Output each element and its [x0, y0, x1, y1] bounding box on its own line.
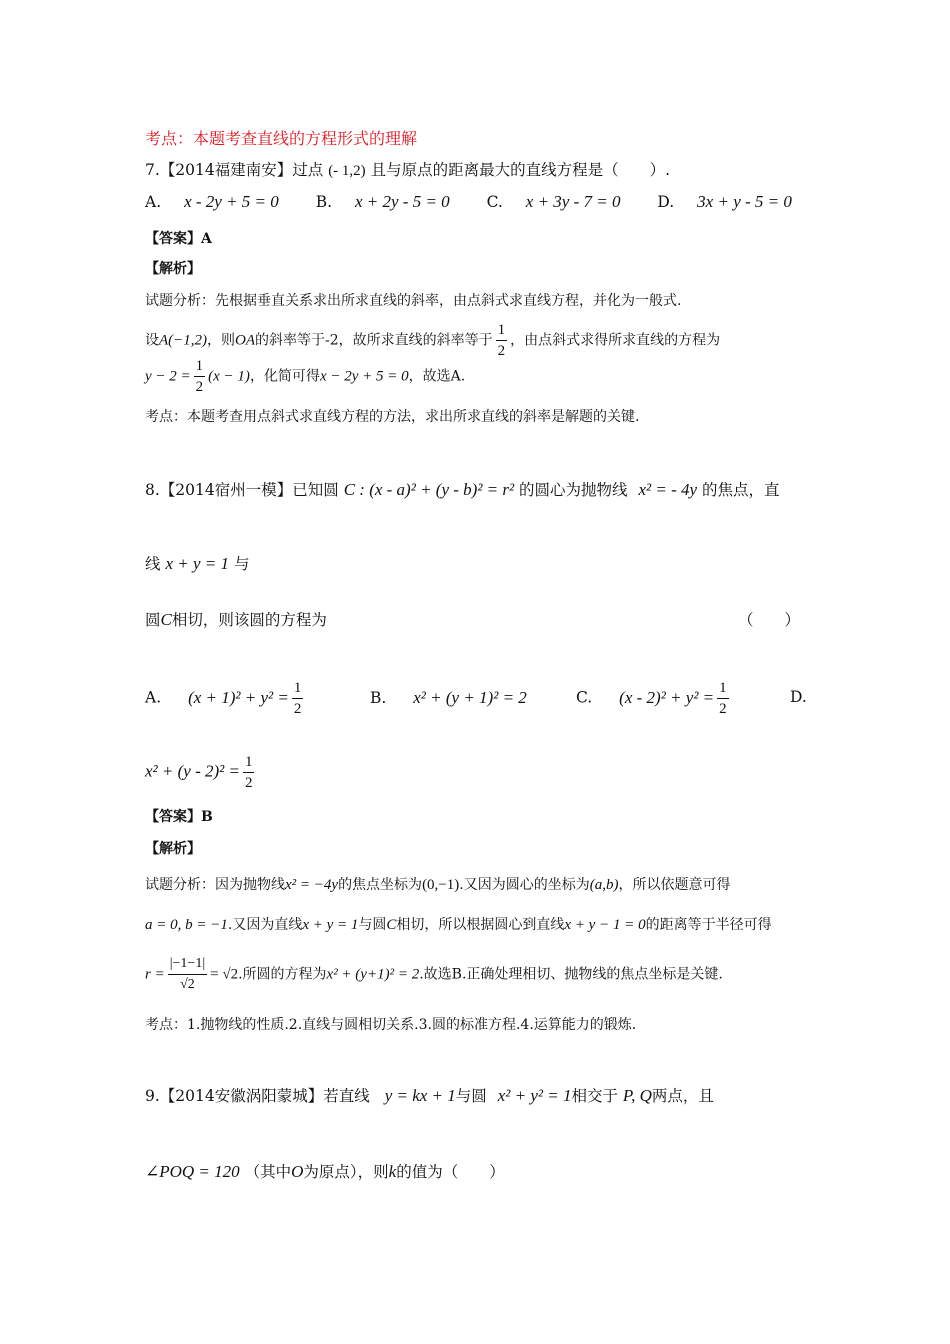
q8-option-d	[145, 752, 257, 793]
q8-circle-eq: C : (x - a)² + (y - b)² = r²	[343, 480, 515, 499]
q9-stem-f: 为原点），则	[303, 1163, 389, 1181]
q7-point-a: A(−1,2)	[159, 332, 208, 349]
q8-analysis-1g: ，所以依题意可得	[618, 877, 731, 893]
q8-bracket: （ ）	[738, 611, 801, 629]
q7-analysis-2e: 的斜率等于-2，故所求直线的斜率等于	[255, 332, 493, 349]
q9-circle-eq: x² + y² = 1	[497, 1086, 572, 1105]
q7-fraction-half-den: 2	[497, 343, 506, 359]
q8-center-values: a = 0, b = −1	[145, 917, 228, 933]
q8-analysis-2h: 的距离等于半径可得	[645, 917, 772, 933]
q9-stem-line2	[145, 1160, 505, 1182]
q8-option-a	[145, 678, 306, 719]
q7-analysis-title: 【解析】	[145, 261, 201, 277]
q8-circle-result: x² + (y+1)² = 2	[326, 966, 420, 983]
q8-option-a-num: 1	[292, 678, 304, 699]
q8-option-b	[370, 688, 527, 708]
q7-analysis-3e: ，故选A.	[408, 368, 466, 385]
q9-stem-line1	[145, 1084, 714, 1106]
q8-option-c-num: 1	[717, 678, 729, 699]
q8-option-a-expr: (x + 1)² + y² =	[188, 687, 289, 707]
q7-fraction-half-2	[194, 356, 206, 397]
q7-option-b-expr: x + 2y - 5 = 0	[354, 192, 450, 211]
q8-option-c-expr: (x - 2)² + y² =	[619, 687, 715, 707]
q7-option-c-label: C.	[486, 193, 503, 211]
q8-answer: 【答案】B	[145, 809, 213, 825]
q9-origin: O	[291, 1162, 304, 1181]
q7-option-a-label: A.	[145, 193, 162, 211]
q7-analysis-2a: 设	[145, 332, 159, 349]
q7-point-note: 考点：本题考查用点斜式求直线方程的方法，求出所求直线的斜率是解题的关键.	[145, 409, 640, 425]
q8-line-eq: x + y = 1	[165, 554, 229, 573]
q7-option-c-expr: x + 3y - 7 = 0	[525, 192, 621, 211]
q8-analysis-3e: .故选B.正确处理相切、抛物线的焦点坐标是关键.	[419, 966, 723, 983]
q7-answer: 【答案】A	[145, 231, 212, 247]
q7-analysis-1: 试题分析：先根据垂直关系求出所求直线的斜率，由点斜式求直线方程，并化为一般式.	[145, 293, 682, 309]
q8-analysis-1c: 的焦点坐标为	[338, 877, 423, 893]
q8-focus: (0,−1)	[422, 877, 460, 893]
q7-eq-left: y − 2 =	[145, 368, 191, 385]
q9-stem-d: 两点，且	[651, 1087, 714, 1105]
q8-stem-line2	[145, 552, 249, 574]
q8-option-c	[576, 678, 732, 719]
q8-radius-value: = √2	[210, 966, 239, 983]
q7-fraction-half	[496, 320, 508, 361]
q9-stem-g: 的值为（ ）	[396, 1163, 505, 1181]
q7-stem	[145, 158, 670, 180]
q7-analysis-2c: ，则	[207, 332, 236, 349]
q7-eq-right: (x − 1)	[208, 368, 250, 385]
q8-analysis-3c: .所圆的方程为	[238, 966, 327, 983]
q9-angle: ∠POQ = 120	[145, 1162, 240, 1181]
q7-analysis-2	[145, 320, 720, 361]
q8-option-c-label: C.	[576, 688, 593, 707]
q8-analysis-1a: 试题分析：因为抛物线	[145, 877, 285, 893]
q7-fraction-half-2-den: 2	[195, 379, 204, 395]
q8-option-a-fraction	[292, 678, 304, 719]
q8-stem-d: 线	[145, 555, 161, 573]
q8-radius-num: |−1−1|	[168, 954, 207, 975]
q8-line-general: x + y − 1 = 0	[564, 917, 646, 933]
q8-option-d-fraction	[243, 752, 255, 793]
q7-fraction-half-num: 1	[496, 320, 508, 341]
q8-option-d-expr: x² + (y - 2)² =	[145, 761, 240, 781]
q9-stem-c: 相交于	[571, 1087, 618, 1105]
q7-analysis-2f: ，由点斜式求得所求直线的方程为	[510, 332, 721, 349]
q8-option-c-fraction	[717, 678, 729, 719]
q8-analysis-2b: .又因为直线	[227, 917, 303, 933]
q9-k: k	[388, 1162, 397, 1181]
q8-analysis-1	[145, 874, 730, 894]
q8-radius-label: r =	[145, 966, 165, 983]
q8-stem-line3	[145, 608, 327, 630]
q7-option-b-label: B.	[315, 193, 333, 211]
q8-center: (a,b)	[589, 877, 619, 893]
q7-analysis-3	[145, 356, 465, 397]
q8-stem-h: 相切，则该圆的方程为	[171, 611, 327, 629]
q7-segment-oa: OA	[235, 332, 256, 349]
q9-stem-b: 与圆	[455, 1087, 487, 1105]
q8-analysis-title: 【解析】	[145, 841, 201, 857]
q8-stem-line1	[145, 478, 780, 500]
q9-points: P, Q	[622, 1086, 652, 1105]
q9-stem-e: （其中	[244, 1163, 292, 1181]
q8-radius-fraction	[168, 954, 207, 995]
q8-circle-ref: C	[386, 917, 397, 933]
q8-option-b-label: B.	[370, 689, 387, 707]
q8-parabola-ref: x² = −4y	[285, 877, 339, 893]
q7-simplified-eq: x − 2y + 5 = 0	[319, 368, 409, 385]
q8-analysis-2d: 与圆	[358, 917, 387, 933]
q7-options	[145, 192, 792, 212]
q7-analysis-3c: ，化简可得	[249, 368, 320, 385]
q9-stem-a: 9.【2014安徽涡阳蒙城】若直线	[145, 1087, 370, 1105]
q7-point: (- 1,2)	[328, 163, 366, 179]
q7-stem-suffix: 且与原点的距离最大的直线方程是（ ）.	[370, 161, 671, 179]
q7-option-d-expr: 3x + y - 5 = 0	[697, 192, 792, 211]
q8-radius-den: √2	[180, 977, 195, 992]
q8-analysis-3	[145, 954, 723, 995]
q8-option-d-label: D.	[790, 688, 807, 706]
q7-fraction-half-2-num: 1	[194, 356, 206, 377]
q8-option-a-label: A.	[145, 688, 162, 707]
q8-analysis-1e: .又因为圆心的坐标为	[459, 877, 590, 893]
q8-stem-b: 的圆心为抛物线	[519, 481, 628, 499]
q8-analysis-2	[145, 914, 772, 934]
q8-line-ref: x + y = 1	[302, 917, 359, 933]
q8-stem-a: 8.【2014宿州一模】已知圆	[145, 481, 339, 499]
q7-stem-prefix: 7.【2014福建南安】过点	[145, 161, 324, 179]
q8-stem-e: 与	[233, 555, 250, 573]
q8-stem-c: 的焦点，直	[702, 481, 780, 499]
q7-option-a-expr: x - 2y + 5 = 0	[184, 192, 279, 211]
q9-line-eq: y = kx + 1	[384, 1086, 456, 1105]
q8-parabola: x² = - 4y	[638, 480, 698, 499]
q8-stem-f: 圆	[145, 611, 161, 629]
q8-analysis-2f: 相切，所以根据圆心到直线	[396, 917, 565, 933]
q8-option-d-num: 1	[243, 752, 255, 773]
q8-option-b-expr: x² + (y + 1)² = 2	[413, 688, 527, 707]
point-note-top: 考点：本题考查直线的方程形式的理解	[145, 129, 418, 148]
q8-circle-c: C	[160, 610, 172, 629]
q8-option-c-den: 2	[719, 701, 727, 717]
q8-point-note: 考点：1.抛物线的性质.2.直线与圆相切关系.3.圆的标准方程.4.运算能力的锻炼.	[145, 1017, 637, 1033]
q8-option-a-den: 2	[293, 701, 302, 717]
q8-option-d-den: 2	[244, 775, 253, 791]
q7-option-d-label: D.	[657, 193, 675, 211]
